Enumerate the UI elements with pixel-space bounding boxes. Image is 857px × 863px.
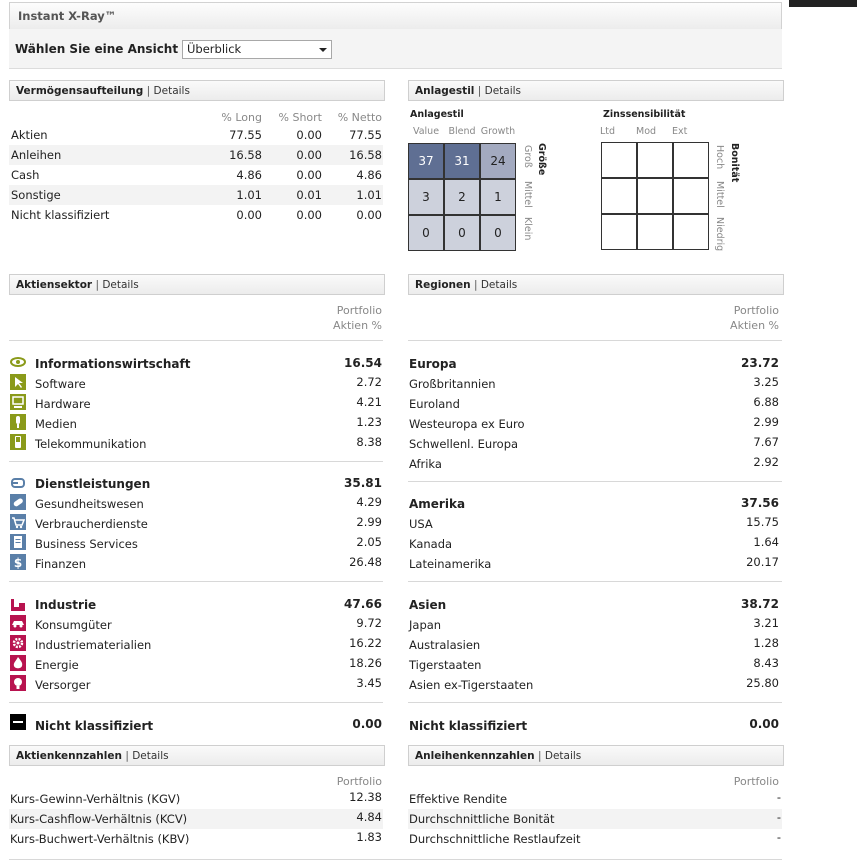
cursor-icon xyxy=(10,374,26,390)
region-item-value: 3.25 xyxy=(753,375,779,389)
phone-icon xyxy=(10,434,26,450)
equity-style-title: Anlagestil xyxy=(410,109,464,120)
table-row xyxy=(9,205,383,225)
ratio-value: 12.38 xyxy=(349,790,382,804)
window-edge-bar xyxy=(789,0,857,7)
equity-ratios-header: Aktienkennzahlen | Details xyxy=(9,745,385,766)
sector-col-portfolio: Portfolio xyxy=(336,304,382,317)
ratio-value: - xyxy=(776,810,781,824)
sector-details-link[interactable]: Details xyxy=(102,279,139,291)
bond-ratios-title: Anleihenkennzahlen xyxy=(415,750,535,762)
bond-ratios-col: Portfolio xyxy=(733,775,779,788)
regions-header: Regionen | Details xyxy=(408,274,784,295)
hand-icon xyxy=(10,475,26,491)
row-label: Nicht klassifiziert xyxy=(11,208,110,222)
fixed-cell xyxy=(601,178,637,214)
divider xyxy=(9,340,383,341)
sector-item-name: Versorger xyxy=(35,678,91,692)
region-item-name: Afrika xyxy=(409,457,442,471)
style-row-label: Groß xyxy=(522,145,533,168)
sector-item-name: Verbraucherdienste xyxy=(35,517,148,531)
region-group-value: 38.72 xyxy=(741,597,779,611)
region-item-name: Kanada xyxy=(409,537,453,551)
region-item-name: Euroland xyxy=(409,397,460,411)
bulb-icon xyxy=(10,675,26,691)
table-row xyxy=(9,809,383,829)
asset-allocation-header: Vermögensaufteilung | Details xyxy=(9,80,385,101)
fixed-col-label: Ltd xyxy=(600,126,616,137)
flame-icon xyxy=(10,655,26,671)
sector-group-value: 35.81 xyxy=(344,476,382,490)
sector-unclassified-value: 0.00 xyxy=(352,717,382,731)
pill-icon xyxy=(10,494,26,510)
sector-group-name: Industrie xyxy=(35,598,97,612)
style-row-label: Mittel xyxy=(522,181,533,208)
value-short: 0.00 xyxy=(296,128,322,142)
sector-unclassified-name: Nicht klassifiziert xyxy=(35,719,154,733)
style-cell: 0 xyxy=(408,215,444,251)
chevron-down-icon xyxy=(319,48,327,52)
ratio-name: Kurs-Cashflow-Verhältnis (KCV) xyxy=(10,812,188,826)
equity-ratios-title: Aktienkennzahlen xyxy=(16,750,122,762)
table-row xyxy=(408,789,782,809)
region-item-value: 2.99 xyxy=(753,415,779,429)
divider xyxy=(9,461,383,462)
sector-col-percent: Aktien % xyxy=(333,319,382,332)
sector-item-value: 1.23 xyxy=(356,415,382,429)
fixed-col-label: Ext xyxy=(672,126,688,137)
region-item-value: 3.21 xyxy=(753,616,779,630)
style-cell: 0 xyxy=(444,215,480,251)
fixed-cell xyxy=(673,178,709,214)
region-item-value: 8.43 xyxy=(753,656,779,670)
fixed-row-label: Niedrig xyxy=(714,217,725,252)
fixed-col-label: Mod xyxy=(636,126,657,137)
region-item-name: Japan xyxy=(409,618,442,632)
microphone-icon xyxy=(10,414,26,430)
row-label: Aktien xyxy=(11,128,48,142)
sector-item-name: Gesundheitswesen xyxy=(35,497,144,511)
sector-item-value: 2.99 xyxy=(356,515,382,529)
region-unclassified-name: Nicht klassifiziert xyxy=(409,719,528,733)
table-row xyxy=(9,789,383,809)
value-long: 1.01 xyxy=(236,188,262,202)
fixed-cell xyxy=(601,142,637,178)
style-axis-label: Größe xyxy=(536,143,547,176)
sector-item-value: 16.22 xyxy=(349,636,382,650)
table-row xyxy=(9,185,383,205)
region-group-name: Europa xyxy=(409,357,457,371)
region-item-name: Schwellenl. Europa xyxy=(409,437,519,451)
region-item-value: 1.64 xyxy=(753,535,779,549)
equity-ratios-table xyxy=(9,789,383,849)
ratio-name: Kurs-Gewinn-Verhältnis (KGV) xyxy=(10,792,181,806)
gear-icon xyxy=(10,635,26,651)
equity-ratios-col: Portfolio xyxy=(336,775,382,788)
region-item-name: USA xyxy=(409,517,433,531)
row-label: Cash xyxy=(11,168,40,182)
region-item-name: Westeuropa ex Euro xyxy=(409,417,525,431)
eye-icon xyxy=(10,355,26,371)
value-long: 16.58 xyxy=(229,148,262,162)
regions-col-portfolio: Portfolio xyxy=(733,304,779,317)
ratio-name: Durchschnittliche Bonität xyxy=(409,812,555,826)
fixed-cell xyxy=(673,142,709,178)
region-group-name: Asien xyxy=(409,598,447,612)
sector-item-name: Konsumgüter xyxy=(35,618,112,632)
table-row xyxy=(9,165,383,185)
sector-item-name: Industriematerialien xyxy=(35,638,152,652)
ratio-value: 1.83 xyxy=(356,830,382,844)
style-header: Anlagestil | Details xyxy=(408,80,784,101)
style-col-label: Blend xyxy=(448,126,476,137)
divider xyxy=(9,581,383,582)
value-short: 0.00 xyxy=(296,208,322,222)
sector-group-name: Informationswirtschaft xyxy=(35,357,191,371)
style-cell: 0 xyxy=(480,215,516,251)
ratio-name: Kurs-Buchwert-Verhältnis (KBV) xyxy=(10,832,190,846)
sector-item-name: Finanzen xyxy=(35,557,86,571)
region-unclassified-value: 0.00 xyxy=(749,717,779,731)
regions-details-link[interactable]: Details xyxy=(480,279,518,291)
region-item-value: 20.17 xyxy=(746,555,779,569)
value-net: 1.01 xyxy=(356,188,382,202)
sector-item-value: 2.05 xyxy=(356,535,382,549)
region-item-name: Großbritannien xyxy=(409,377,496,391)
style-row-label: Klein xyxy=(522,217,533,241)
divider xyxy=(9,702,383,703)
unclassified-icon xyxy=(10,714,26,730)
app-title: Instant X-Ray™ xyxy=(18,9,117,23)
sector-item-value: 2.72 xyxy=(356,375,382,389)
divider xyxy=(408,581,782,582)
fixed-row-label: Hoch xyxy=(714,145,725,170)
sector-item-value: 8.38 xyxy=(356,435,382,449)
fixed-cell xyxy=(601,214,637,250)
view-select-value: Überblick xyxy=(187,42,242,56)
equity-ratios-details-link[interactable]: Details xyxy=(132,750,169,762)
value-net: 4.86 xyxy=(356,168,382,182)
row-label: Anleihen xyxy=(11,148,62,162)
sector-item-value: 9.72 xyxy=(356,616,382,630)
col-header-short: % Short xyxy=(278,111,322,124)
bond-ratios-table xyxy=(408,789,782,849)
value-short: 0.00 xyxy=(296,168,322,182)
fixed-cell xyxy=(637,178,673,214)
value-long: 0.00 xyxy=(236,208,262,222)
sector-item-value: 18.26 xyxy=(349,656,382,670)
sector-header: Aktiensektor | Details xyxy=(9,274,385,295)
value-net: 77.55 xyxy=(349,128,382,142)
title-bar xyxy=(9,2,782,30)
sector-title: Aktiensektor xyxy=(16,279,93,291)
region-group-name: Amerika xyxy=(409,497,466,511)
view-label: Wählen Sie eine Ansicht xyxy=(15,42,179,56)
sector-item-value: 4.29 xyxy=(356,495,382,509)
style-col-label: Value xyxy=(412,126,440,137)
table-row xyxy=(9,125,383,145)
fixed-row-label: Mittel xyxy=(714,181,725,208)
car-icon xyxy=(10,615,26,631)
style-title: Anlagestil xyxy=(415,85,475,97)
asset-allocation-table xyxy=(9,125,383,225)
col-header-long: % Long xyxy=(221,111,262,124)
region-item-value: 25.80 xyxy=(746,676,779,690)
ratio-value: - xyxy=(776,830,781,844)
table-row xyxy=(408,829,782,849)
fixed-cell xyxy=(637,142,673,178)
regions-col-percent: Aktien % xyxy=(730,319,779,332)
divider xyxy=(408,702,782,703)
region-group-value: 23.72 xyxy=(741,356,779,370)
region-item-value: 7.67 xyxy=(753,435,779,449)
bond-ratios-details-link[interactable]: Details xyxy=(544,750,582,762)
region-item-value: 1.28 xyxy=(753,636,779,650)
sector-group-name: Dienstleistungen xyxy=(35,477,151,491)
sector-item-name: Business Services xyxy=(35,537,138,551)
region-item-value: 15.75 xyxy=(746,515,779,529)
ratio-name: Durchschnittliche Restlaufzeit xyxy=(409,832,581,846)
sector-item-value: 3.45 xyxy=(356,676,382,690)
row-label: Sonstige xyxy=(11,188,61,202)
sector-group-value: 16.54 xyxy=(344,356,382,370)
col-header-net: % Netto xyxy=(337,111,382,124)
cart-icon xyxy=(10,514,26,530)
region-item-name: Tigerstaaten xyxy=(409,658,482,672)
region-item-name: Asien ex-Tigerstaaten xyxy=(409,678,534,692)
divider xyxy=(408,481,782,482)
ratio-value: - xyxy=(776,790,781,804)
factory-icon xyxy=(10,596,26,612)
style-cell: 2 xyxy=(444,179,480,215)
region-item-value: 2.92 xyxy=(753,455,779,469)
table-row xyxy=(408,809,782,829)
divider xyxy=(408,340,782,341)
style-col-label: Growth xyxy=(480,126,516,137)
value-short: 0.00 xyxy=(296,148,322,162)
fixed-cell xyxy=(673,214,709,250)
fixed-cell xyxy=(637,214,673,250)
region-item-value: 6.88 xyxy=(753,395,779,409)
style-details-link[interactable]: Details xyxy=(484,85,522,97)
computer-icon xyxy=(10,394,26,410)
sector-item-name: Energie xyxy=(35,658,79,672)
table-row xyxy=(9,145,383,165)
sector-group-value: 47.66 xyxy=(344,597,382,611)
style-cell: 1 xyxy=(480,179,516,215)
table-row xyxy=(9,829,383,849)
asset-allocation-title: Vermögensaufteilung xyxy=(16,85,144,97)
sector-item-name: Telekommunikation xyxy=(35,437,147,451)
ratio-value: 4.84 xyxy=(356,810,382,824)
sector-item-name: Software xyxy=(35,377,86,391)
region-item-name: Lateinamerika xyxy=(409,557,492,571)
style-cell: 37 xyxy=(408,143,444,179)
dollar-icon xyxy=(10,554,26,570)
value-short: 0.01 xyxy=(296,188,322,202)
value-net: 0.00 xyxy=(356,208,382,222)
ratio-name: Effektive Rendite xyxy=(409,792,508,806)
view-select[interactable] xyxy=(182,40,332,59)
fixed-axis-label: Bonität xyxy=(729,143,740,183)
value-long: 77.55 xyxy=(229,128,262,142)
fixed-income-style-title: Zinssensibilität xyxy=(603,109,686,120)
document-icon xyxy=(10,534,26,550)
value-long: 4.86 xyxy=(236,168,262,182)
value-net: 16.58 xyxy=(349,148,382,162)
regions-title: Regionen xyxy=(415,279,471,291)
sector-item-name: Medien xyxy=(35,417,77,431)
svg-text:$: $ xyxy=(13,556,23,570)
sector-item-value: 26.48 xyxy=(349,555,382,569)
asset-details-link[interactable]: Details xyxy=(153,85,190,97)
bond-ratios-header: Anleihenkennzahlen | Details xyxy=(408,745,784,766)
region-group-value: 37.56 xyxy=(741,496,779,510)
sector-item-value: 4.21 xyxy=(356,395,382,409)
style-cell: 31 xyxy=(444,143,480,179)
sector-item-name: Hardware xyxy=(35,397,91,411)
style-cell: 3 xyxy=(408,179,444,215)
footer-divider xyxy=(9,859,782,860)
style-cell: 24 xyxy=(480,143,516,179)
region-item-name: Australasien xyxy=(409,638,481,652)
